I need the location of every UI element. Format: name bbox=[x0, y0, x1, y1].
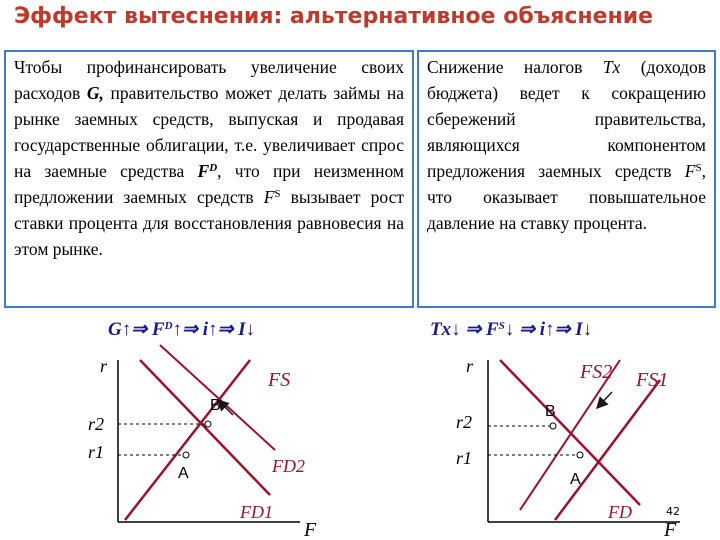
right-demand-label: FD bbox=[608, 502, 632, 522]
right-a-label: A bbox=[570, 471, 581, 488]
left-supply-label: FS bbox=[268, 369, 291, 391]
right-shift-arrow bbox=[597, 392, 612, 408]
left-point-a bbox=[183, 452, 189, 458]
right-b-label: B bbox=[545, 403, 556, 420]
right-supply2-label: FS2 bbox=[580, 361, 613, 383]
left-point-b bbox=[205, 421, 211, 427]
left-a-label: A bbox=[178, 465, 189, 482]
right-explanation-box: Снижение налогов Tx (доходов бюджета) ведет к сокращению сбережений правительства, являющихся компонентом предложения заемных средств $F^S$, что оказывает повышательное давление на ставку процента. bbox=[417, 50, 716, 308]
left-graph bbox=[88, 345, 317, 540]
left-y-label: r bbox=[100, 356, 108, 376]
right-point-b bbox=[550, 423, 556, 429]
right-x-label: F bbox=[664, 519, 677, 540]
left-r1-label: r1 bbox=[88, 442, 105, 462]
left-r2-label: r2 bbox=[88, 414, 105, 434]
right-causal-chain: Tx↓ ⇒ $F^S↓$ ⇒ i↑⇒ I↓ bbox=[430, 319, 593, 340]
right-supply1-label: FS1 bbox=[636, 369, 669, 391]
left-causal-chain: G↑⇒ $F^D↑\Rightarrow$ i↑⇒ I↓ bbox=[108, 319, 256, 340]
left-demand1-label: FD1 bbox=[240, 502, 273, 522]
right-r1-label: r1 bbox=[456, 448, 473, 468]
left-x-label: F bbox=[304, 519, 317, 540]
left-b-label: B bbox=[210, 397, 221, 414]
page-number: 42 bbox=[666, 505, 680, 518]
left-explanation-box: Чтобы профинансировать увеличение своих расходов G, правительство может делать займы на рынке заемных средств, выпуская и продавая государственные облигации, т.е. увеличивает спрос на заемные средства $F^D$, что при неизменном предложении заемных средств $F^S$ вызывает рост ставки процента для восстановления равновесия на этом рынке. bbox=[4, 50, 414, 308]
slide-title: Эффект вытеснения: альтернативное объяснение bbox=[14, 4, 654, 29]
left-supply-curve bbox=[125, 360, 250, 520]
right-r2-label: r2 bbox=[456, 412, 473, 432]
right-graph bbox=[456, 356, 680, 540]
right-supply-curve-1 bbox=[555, 380, 660, 520]
right-point-a bbox=[577, 452, 583, 458]
left-demand2-label: FD2 bbox=[272, 456, 305, 476]
right-y-label: r bbox=[466, 356, 474, 376]
